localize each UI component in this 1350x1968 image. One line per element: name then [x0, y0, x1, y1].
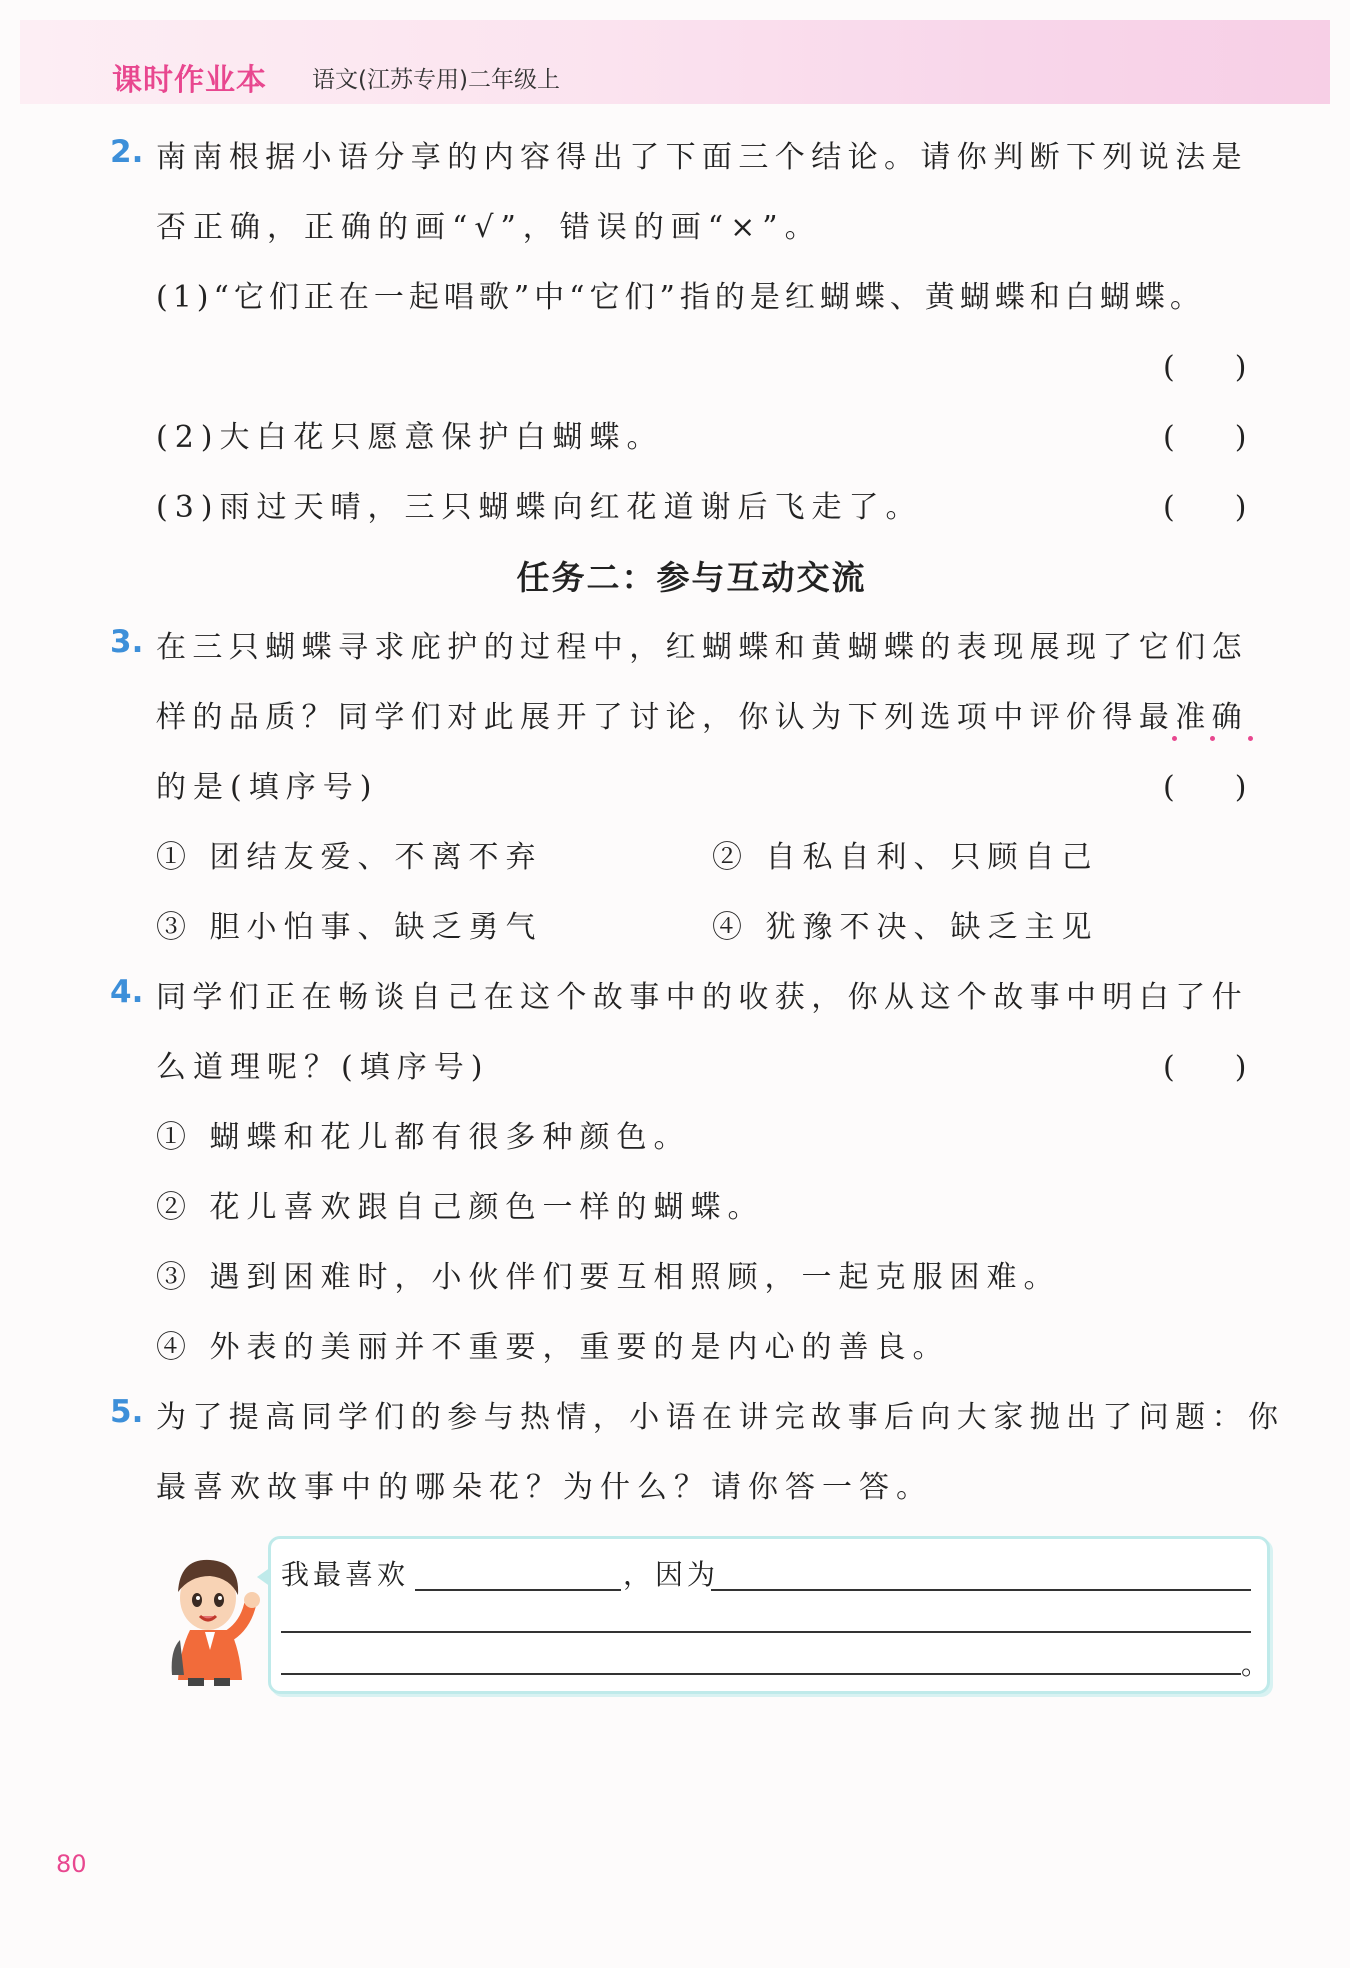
- question-4-number: 4.: [110, 974, 144, 1010]
- question-3-option-4: ④ 犹豫不决、缺乏主见: [712, 910, 1099, 945]
- emphasis-dot: [1172, 736, 1177, 741]
- question-3-line1: 在三只蝴蝶寻求庇护的过程中，红蝴蝶和黄蝴蝶的表现展现了它们怎: [156, 630, 1248, 665]
- question-4-option-4: ④ 外表的美丽并不重要，重要的是内心的善良。: [156, 1330, 950, 1365]
- answer-blank-reason-3[interactable]: [281, 1673, 1241, 1675]
- answer-paren-3[interactable]: ( ): [1163, 770, 1247, 805]
- question-3-line2: 样的品质？同学们对此展开了讨论，你认为下列选项中评价得最准确: [156, 700, 1248, 735]
- question-2-line2: 否正确，正确的画“√”，错误的画“×”。: [156, 210, 822, 245]
- question-3-option-2: ② 自私自利、只顾自己: [712, 840, 1099, 875]
- answer-paren-4[interactable]: ( ): [1163, 1050, 1247, 1085]
- answer-paren-2-2[interactable]: ( ): [1163, 420, 1247, 455]
- emphasis-dot: [1210, 736, 1215, 741]
- question-2-item-3: (3)雨过天晴，三只蝴蝶向红花道谢后飞走了。: [156, 490, 923, 525]
- answer-mid: ，因为: [623, 1558, 720, 1591]
- question-2-line1: 南南根据小语分享的内容得出了下面三个结论。请你判断下列说法是: [156, 140, 1248, 175]
- question-5-line2: 最喜欢故事中的哪朵花？为什么？请你答一答。: [156, 1470, 933, 1505]
- question-4-option-2: ② 花儿喜欢跟自己颜色一样的蝴蝶。: [156, 1190, 765, 1225]
- question-4-line1: 同学们正在畅谈自己在这个故事中的收获，你从这个故事中明白了什: [156, 980, 1248, 1015]
- question-3-number: 3.: [110, 624, 144, 660]
- question-5-line1: 为了提高同学们的参与热情，小语在讲完故事后向大家抛出了问题：你: [156, 1400, 1285, 1435]
- page-number: 80: [56, 1850, 87, 1878]
- answer-blank-reason-2[interactable]: [281, 1631, 1251, 1633]
- section-title: 任务二：参与互动交流: [516, 558, 867, 597]
- emphasis-dot: [1248, 736, 1253, 741]
- question-4-option-1: ① 蝴蝶和花儿都有很多种颜色。: [156, 1120, 691, 1155]
- answer-paren-2-1[interactable]: ( ): [1163, 350, 1247, 385]
- question-2-number: 2.: [110, 134, 144, 170]
- brand-title: 课时作业本: [112, 63, 267, 98]
- question-2-item-1: (1)“它们正在一起唱歌”中“它们”指的是红蝴蝶、黄蝴蝶和白蝴蝶。: [156, 280, 1205, 315]
- boy-illustration: [150, 1540, 270, 1690]
- question-2-item-2: (2)大白花只愿意保护白蝴蝶。: [156, 420, 664, 455]
- question-3-option-1: ① 团结友爱、不离不弃: [156, 840, 543, 875]
- subject-title: 语文(江苏专用)二年级上: [312, 67, 560, 93]
- question-4-option-3: ③ 遇到困难时，小伙伴们要互相照顾，一起克服困难。: [156, 1260, 1061, 1295]
- answer-paren-2-3[interactable]: ( ): [1163, 490, 1247, 525]
- question-3-line3: 的是(填序号): [156, 770, 379, 805]
- answer-blank-flower[interactable]: [415, 1589, 621, 1591]
- answer-box: [268, 1536, 1274, 1694]
- answer-prefix: 我最喜欢: [281, 1558, 410, 1591]
- question-3-option-3: ③ 胆小怕事、缺乏勇气: [156, 910, 543, 945]
- question-4-line2: 么道理呢？(填序号): [156, 1050, 490, 1085]
- answer-end: 。: [1241, 1648, 1274, 1681]
- question-5-number: 5.: [110, 1394, 144, 1430]
- answer-blank-reason-1[interactable]: [711, 1589, 1251, 1591]
